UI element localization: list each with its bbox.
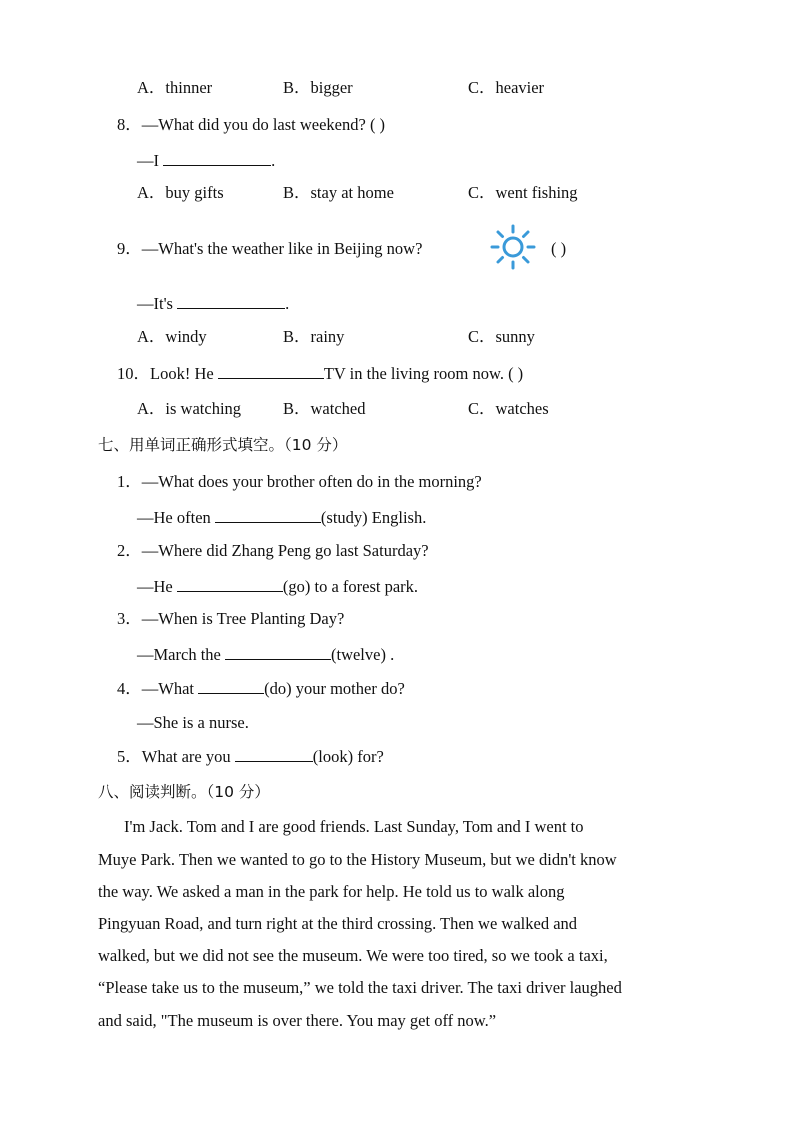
s7-q4-question [117, 678, 405, 699]
q9-answer-line [137, 293, 289, 314]
s7-q4-suffix: (do) your mother do? [264, 679, 405, 698]
q10-blank[interactable] [218, 363, 324, 379]
sun-icon [490, 224, 536, 270]
q10-prefix: 10．Look! He [117, 364, 214, 383]
passage-line-4: Pingyuan Road, and turn right at the third crossing. Then we walked and [98, 914, 578, 933]
s7-q3-answer-prefix: —March the [137, 645, 221, 664]
section8-title: 八、阅读判断。（10 分） [98, 783, 270, 801]
s7-q3-answer [137, 644, 394, 665]
s7-q2-answer-suffix: (go) to a forest park. [282, 577, 419, 596]
s7-q4-blank[interactable] [198, 678, 264, 694]
q9-answer-suffix: . [285, 294, 290, 313]
s7-q4-prefix: 4．—What [117, 679, 194, 698]
s7-q4-answer: —She is a nurse. [137, 713, 249, 732]
s7-q1-answer [137, 507, 426, 528]
s7-q1-answer-prefix: —He often [137, 508, 211, 527]
q7-option-a: A．thinner [137, 78, 213, 97]
section7-title: 七、用单词正确形式填空。（10 分） [98, 436, 348, 454]
s7-q2-blank[interactable] [177, 576, 283, 592]
q7-option-c: C．heavier [468, 78, 545, 97]
s7-q2-answer-prefix: —He [137, 577, 173, 596]
passage-line-6: “Please take us to the museum,” we told the taxi driver. The taxi driver laughed [98, 978, 622, 997]
q8-option-c: C．went fishing [468, 183, 578, 202]
q8-answer-suffix: . [271, 151, 276, 170]
s7-q5-suffix: (look) for? [312, 747, 384, 766]
passage-line-3: the way. We asked a man in the park for help. He told us to walk along [98, 882, 565, 901]
passage-line-2: Muye Park. Then we wanted to go to the History Museum, but we didn't know [98, 850, 617, 869]
q9-option-a: A．windy [137, 327, 207, 346]
s7-q1-answer-suffix: (study) English. [320, 508, 427, 527]
q8-question: 8．—What did you do last weekend? ( ) [117, 115, 386, 134]
q8-option-a: A．buy gifts [137, 183, 224, 202]
q8-blank[interactable] [163, 150, 271, 166]
s7-q1-blank[interactable] [215, 507, 321, 523]
q9-blank[interactable] [177, 293, 285, 309]
q9-paren: ( ) [551, 239, 567, 258]
q8-answer-prefix: —I [137, 151, 159, 170]
s7-q3-answer-suffix: (twelve) . [330, 645, 395, 664]
passage-line-5: walked, but we did not see the museum. We were too tired, so we took a taxi, [98, 946, 608, 965]
q10-option-b: B．watched [283, 399, 366, 418]
s7-q1-question: 1．—What does your brother often do in the morning? [117, 472, 482, 491]
s7-q2-answer [137, 576, 418, 597]
q9-option-c: C．sunny [468, 327, 535, 346]
q9-answer-prefix: —It's [137, 294, 173, 313]
q9-question: 9．—What's the weather like in Beijing now? [117, 239, 423, 258]
q9-option-b: B．rainy [283, 327, 345, 346]
passage-line-1: I'm Jack. Tom and I are good friends. Last Sunday, Tom and I went to [124, 817, 584, 836]
q10-question [117, 363, 523, 384]
q7-option-b: B．bigger [283, 78, 353, 97]
s7-q5-prefix: 5．What are you [117, 747, 231, 766]
s7-q5-question [117, 746, 384, 767]
s7-q5-blank[interactable] [235, 746, 313, 762]
q10-option-c: C．watches [468, 399, 549, 418]
q8-answer-line [137, 150, 275, 171]
s7-q3-blank[interactable] [225, 644, 331, 660]
s7-q3-question: 3．—When is Tree Planting Day? [117, 609, 345, 628]
passage-line-7: and said, "The museum is over there. You may get off now.” [98, 1011, 497, 1030]
q10-option-a: A．is watching [137, 399, 242, 418]
q8-option-b: B．stay at home [283, 183, 394, 202]
s7-q2-question: 2．—Where did Zhang Peng go last Saturday? [117, 541, 429, 560]
q10-suffix: TV in the living room now. ( ) [323, 364, 524, 383]
